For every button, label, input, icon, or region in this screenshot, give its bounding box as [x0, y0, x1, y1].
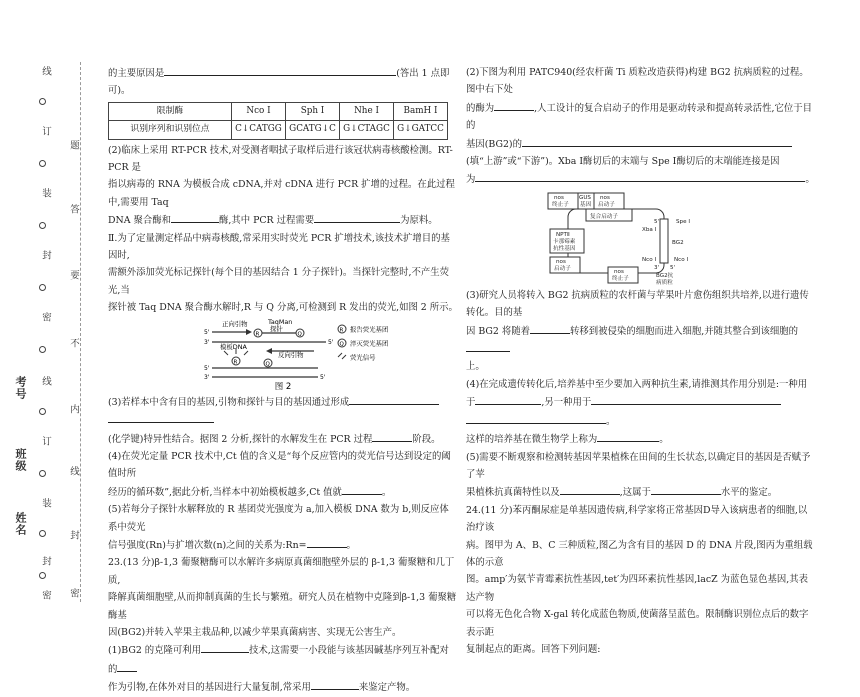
text: 信号强度(Rn)与扩增次数(n)之间的关系为:Rn=: [108, 539, 307, 551]
margin-label: 封: [40, 556, 51, 567]
margin-label: 线: [40, 66, 51, 77]
text: 来鉴定产物。: [358, 682, 416, 694]
arrow-icon: [266, 348, 272, 354]
strand-end: 3': [654, 264, 660, 271]
paragraph: 病。图甲为 A、B、C 三种质粒,图乙为含有目的基因 D 的 DNA 片段,图丙为重组载体的示意: [466, 539, 813, 568]
text: 因 BG2 将随着: [466, 325, 530, 337]
box-label: nos: [554, 194, 564, 201]
left-column: [108, 64, 458, 697]
paragraph: Ⅱ.为了定量测定样品中病毒核酸,常采用实时荧光 PCR 扩增技术,该技术扩增目的基因时,: [108, 232, 450, 262]
notice-char: 题: [68, 140, 79, 151]
quencher-symbol: Q: [339, 341, 344, 348]
binding-hole: [39, 284, 46, 291]
legend-quencher-label: 淬灭荧光基团: [350, 339, 389, 348]
paragraph: 可以将无色化合物 X-gal 转化成蓝色物质,使菌落呈蓝色。限制酶识别位点后的数字表示距: [466, 609, 809, 638]
legend-signal-icon: [338, 353, 346, 359]
notice-char: 封: [68, 530, 79, 541]
box-label: nos: [600, 194, 610, 201]
margin-label: 线: [40, 376, 51, 387]
answer-blank[interactable]: [311, 678, 359, 690]
paragraph: 探针被 Taq DNA 聚合酶水解时,R 与 Q 分离,可检测到 R 发出的荧光,如图 2 所示。: [108, 302, 458, 314]
text: 。: [346, 539, 356, 551]
paragraph: 24.(11 分)苯丙酮尿症是单基因遗传病,科学家将正常基因D导入该病患者的细胞,以治疗该: [466, 504, 808, 534]
paragraph: (5)若每分子探针水解释放的 R 基团荧光强度为 a,加入模板 DNA 数为 b,则反应体系中荧光: [108, 504, 449, 533]
binding-hole: [39, 470, 46, 477]
text: 水平的鉴定。: [720, 487, 778, 499]
margin-label: 密: [40, 312, 51, 323]
table-cell: G↓GATCC: [394, 121, 448, 139]
text: 经历的循环数”,据此分析,当样本中初始模板越多,Ct 值就: [108, 486, 342, 498]
text: 。: [606, 415, 616, 427]
answer-blank[interactable]: [372, 430, 412, 442]
text: (化学键)特异性结合。据图 2 分析,探针的水解发生在 PCR 过程: [108, 433, 373, 445]
table-cell: 限制酶: [109, 102, 232, 120]
text: 技术,这需要一小段能与该基因碱基序列互补配对的: [108, 645, 449, 675]
table-cell: C↓CATGG: [232, 121, 286, 139]
text: 。: [381, 486, 392, 498]
text: 于: [466, 397, 476, 409]
strand-end: 3': [204, 338, 210, 346]
notice-char: 内: [68, 404, 79, 415]
margin-label: 装: [40, 188, 51, 199]
notice-char: 答: [68, 204, 79, 215]
binding-hole: [39, 222, 46, 229]
figure-2-pcr-probe: [108, 317, 458, 391]
paragraph: 图。amp′为氨苄青霉素抗性基因,tet′为四环素抗性基因,lacZ 为蓝色显色基因,其表达产物: [466, 574, 808, 603]
table-cell: G↓CTAGC: [340, 121, 394, 139]
box-label: 卡那霉素: [553, 238, 576, 245]
box-label: 终止子: [552, 201, 569, 208]
answer-blank[interactable]: [651, 483, 721, 495]
field-exam-number: 考号: [14, 376, 27, 400]
text: 这样的培养基在微生物学上称为: [466, 434, 598, 446]
binding-hole: [39, 572, 46, 579]
binding-hole: [39, 530, 46, 537]
answer-blank[interactable]: [591, 393, 781, 405]
enzyme-site-label: Nco Ⅰ: [674, 256, 689, 263]
text: (3)若样本中含有目的基因,引物和探针与目的基因通过形成: [108, 396, 350, 408]
notice-char: 要: [68, 270, 79, 281]
answer-blank[interactable]: [171, 211, 219, 223]
margin-label: 封: [40, 250, 51, 261]
answer-blank[interactable]: [522, 135, 792, 147]
text: (1)BG2 的克隆可利用: [108, 645, 202, 657]
answer-blank[interactable]: [475, 170, 805, 182]
box-label: 启动子: [554, 265, 571, 272]
text: 阶段。: [412, 433, 441, 445]
box-label: 终止子: [612, 275, 629, 282]
reverse-primer-label: 反向引物: [278, 350, 304, 359]
plasmid-label: 病质粒: [656, 279, 673, 286]
paragraph: (4)在荧光定量 PCR 技术中,Ct 值的含义是“每个反应管内的荧光信号达到设定的阈值时所: [108, 450, 451, 480]
text: 可)。: [108, 85, 131, 97]
answer-blank[interactable]: [475, 393, 541, 405]
binding-hole: [39, 98, 46, 105]
paragraph: (2)临床上采用 RT-PCR 技术,对受测者咽拭子取样后进行该冠状病毒核酸检测。RT-PCR 是: [108, 144, 453, 174]
template-label: 模板DNA: [220, 342, 247, 351]
notice-char: 不: [68, 338, 79, 349]
text: 酶,其中 PCR 过程需要: [218, 215, 315, 227]
plasmid-construction-diagram: [466, 189, 816, 287]
box-label: 抗性基因: [553, 245, 576, 252]
text: DNA 聚合酶和: [108, 215, 171, 227]
answer-blank[interactable]: [117, 660, 137, 672]
binding-line: [80, 62, 81, 602]
probe-label: 探针: [270, 324, 283, 333]
notice-char: 密: [68, 588, 79, 599]
margin-label: 订: [40, 436, 51, 447]
taqman-label: TaqMan: [268, 317, 293, 326]
strand-end: 5': [654, 218, 660, 225]
answer-blank[interactable]: [466, 340, 510, 352]
paragraph: 复制起点的距离。回答下列问题:: [466, 643, 601, 655]
answer-blank[interactable]: [530, 322, 570, 334]
binding-hole: [39, 346, 46, 353]
text: 为原料。: [400, 215, 438, 227]
margin-label: 订: [40, 126, 51, 137]
binding-hole: [39, 408, 46, 415]
paragraph: 上。: [466, 361, 485, 373]
box-label: 启动子: [598, 201, 615, 208]
paragraph: (2)下图为利用 PATC940(经农杆菌 Ti 质粒改造获得)构建 BG2 抗病质粒的过程。图中右下处: [466, 67, 809, 96]
table-cell: Nhe Ⅰ: [340, 102, 394, 120]
box-label: GUS: [579, 194, 591, 201]
box-label: nos: [556, 258, 566, 265]
answer-blank[interactable]: [494, 99, 534, 111]
answer-blank[interactable]: [108, 411, 214, 423]
text: 作为引物,在体外对目的基因进行大量复制,常采用: [108, 682, 311, 694]
answer-blank[interactable]: [164, 64, 396, 76]
paragraph: 23.(13 分)β-1,3 葡聚糖酶可以水解许多病原真菌细胞壁外层的 β-1,3 葡聚糖和几丁质,: [108, 557, 455, 586]
arrow-icon: [246, 329, 252, 335]
answer-blank[interactable]: [307, 536, 347, 548]
text: 。: [659, 434, 669, 446]
answer-blank[interactable]: [342, 483, 382, 495]
text: 果植株抗真菌特性以及: [466, 487, 560, 499]
reporter-symbol: R: [233, 359, 238, 366]
quencher-symbol: Q: [297, 331, 302, 338]
answer-blank[interactable]: [597, 430, 659, 442]
table-cell: 识别序列和识别位点: [109, 121, 232, 139]
text: 的主要原因是: [108, 68, 165, 79]
legend-reporter-label: 报告荧光基团: [350, 325, 389, 334]
text: 的酶为: [466, 102, 495, 114]
box-label: 复合启动子: [590, 213, 618, 220]
answer-blank[interactable]: [314, 211, 400, 223]
text: ,人工设计的复合启动子的作用是驱动转录和提高转录活性,它位于目的: [466, 102, 812, 132]
strand-end: 3': [204, 373, 210, 381]
text: 。: [805, 174, 815, 186]
answer-blank[interactable]: [560, 483, 620, 495]
strand-end: 5': [320, 373, 326, 381]
legend-signal-label: 荧光信号: [350, 353, 376, 362]
strand-end: 5': [670, 264, 676, 271]
quencher-symbol: Q: [265, 361, 270, 368]
paragraph: (5)需要不断观察和检测转基因苹果植株在田间的生长状态,以确定目的基因是否赋予了苹: [466, 451, 811, 480]
answer-blank[interactable]: [201, 641, 249, 653]
margin-label: 装: [40, 498, 51, 509]
restriction-enzyme-table: [108, 102, 448, 140]
notice-char: 线: [68, 466, 79, 477]
bg2-label: BG2: [672, 239, 684, 246]
text: ,这属于: [619, 487, 651, 499]
paragraph: 指以病毒的 RNA 为模板合成 cDNA,并对 cDNA 进行 PCR 扩增的过程。在此过程中,需要用 Taq: [108, 179, 455, 208]
table-cell: Sph Ⅰ: [286, 102, 340, 120]
reporter-symbol: R: [339, 327, 344, 334]
bg2-gene-box: [660, 219, 668, 263]
answer-blank[interactable]: [349, 393, 439, 405]
text: (答出 1 点即: [396, 68, 450, 79]
text: 为: [466, 174, 476, 186]
answer-blank[interactable]: [466, 412, 606, 424]
box-label: nos: [614, 268, 624, 275]
table-cell: GCATG↓C: [286, 121, 340, 139]
margin-label: 密: [40, 590, 51, 601]
text: 转移到被侵染的细胞而进入细胞,并随其整合到该细胞的: [569, 325, 798, 337]
reporter-symbol: R: [255, 331, 260, 338]
binding-margin: [0, 0, 96, 608]
paragraph: 需额外添加荧光标记探针(每个目的基因结合 1 分子探针)。当探针完整时,不产生荧光,当: [108, 267, 449, 296]
enzyme-site-label: Spe Ⅰ: [676, 218, 690, 225]
strand-end: 5': [204, 328, 210, 336]
paragraph: (3)研究人员将转入 BG2 抗病质粒的农杆菌与苹果叶片愈伤组织共培养,以进行遗传转化。目的基: [466, 289, 809, 319]
enzyme-site-label: Xba Ⅰ: [642, 226, 657, 233]
paragraph: (填“上游”或“下游”)。Xba Ⅰ酶切后的末端与 Spe Ⅰ酶切后的末端能连接是因: [466, 156, 780, 168]
strand-end: 5': [204, 364, 210, 372]
field-class: 班级: [14, 448, 27, 472]
field-name: 姓名: [14, 512, 27, 536]
text: 基因(BG2)的: [466, 138, 522, 150]
forward-primer-label: 正向引物: [222, 319, 248, 328]
table-cell: Nco Ⅰ: [232, 102, 286, 120]
box-label: 基因: [580, 201, 592, 208]
box-label: NPTⅡ: [556, 231, 570, 238]
table-cell: BamH Ⅰ: [394, 102, 448, 120]
paragraph: 因(BG2)并转入苹果主栽品种,以减少苹果真菌病害、实现无公害生产。: [108, 626, 402, 638]
binding-hole: [39, 160, 46, 167]
paragraph: (4)在完成遗传转化后,培养基中至少要加入两种抗生素,请推测其作用分别是:一种用: [466, 378, 808, 390]
figure-caption: 图 2: [274, 381, 292, 391]
strand-end: 5': [328, 338, 334, 346]
plasmid-label: BG2抗: [656, 272, 674, 279]
right-column: [466, 64, 816, 658]
paragraph: 降解真菌细胞壁,从而抑制真菌的生长与繁殖。研究人员在植物中克隆到β-1,3 葡聚糖酶基: [108, 592, 457, 621]
text: ,另一种用于: [541, 397, 592, 409]
enzyme-site-label: Nco Ⅰ: [642, 256, 657, 263]
